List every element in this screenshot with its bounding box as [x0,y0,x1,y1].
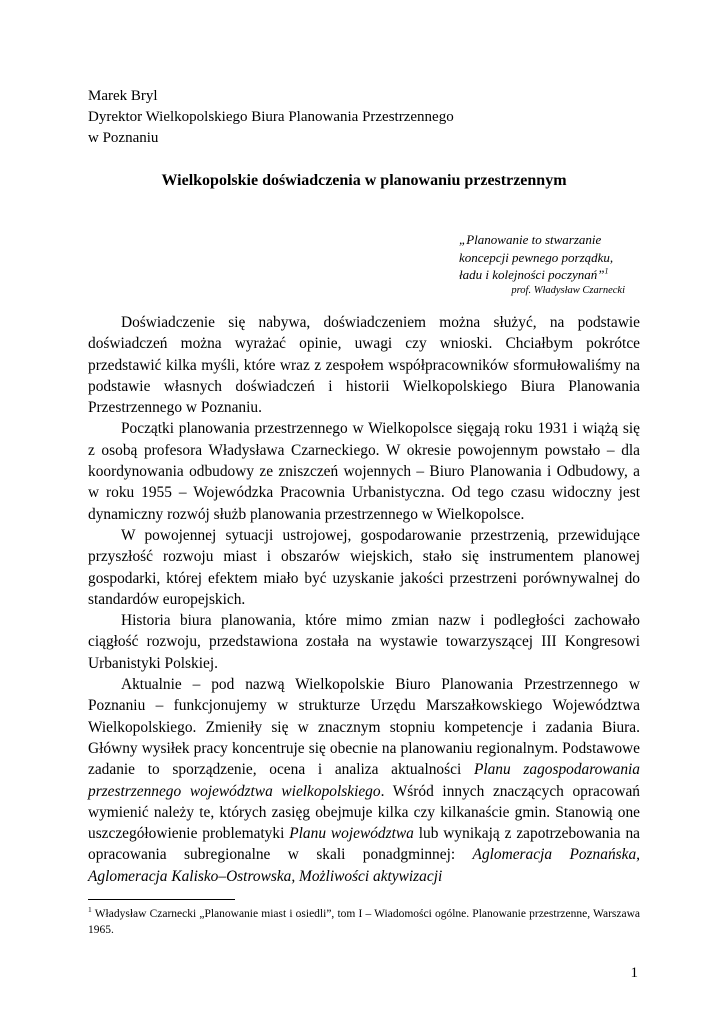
motto-line-2: koncepcji pewnego porządku, [459,249,614,265]
paragraph-1: Doświadczenie się nabywa, doświadczeniem można służyć, na podstawie doświadczeń można wyrażać opinie, uwagi czy wnioski. Chciałbym pokrótce przedstawić kilka myśli, które wraz z zespołem współpracowników sformułowaliśmy na podstawie własnych doświadczeń i historii Wielkopolskiego Biura Planowania Przestrzennego w Poznaniu. [88,314,640,417]
page-number: 1 [630,965,638,981]
document-title: Wielkopolskie doświadczenia w planowaniu przestrzennym [161,172,567,189]
motto-footnote-mark: 1 [604,266,609,276]
paragraph-5 [88,674,640,887]
footnote-separator [88,899,235,900]
motto-attribution: prof. Władysław Czarnecki [511,284,625,296]
author-name: Marek Bryl [88,88,158,104]
footnote-text: Władysław Czarnecki „Planowanie miast i osiedli”, tom I – Wiadomości ogólne. Planowanie przestrzenne, Warszawa 1965. [88,908,640,936]
author-city: w Poznaniu [88,130,159,146]
footnote [88,906,640,938]
author-block [88,86,454,149]
motto-line-3-text: ładu i kolejności poczynań” [459,267,605,282]
paragraph-5-part-1: Aktualnie – pod nazwą Wielkopolskie Biuro Planowania Przestrzennego w Poznaniu – funkcjonujemy w strukturze Urzędu Marszałkowskiego Województwa Wielkopolskiego. Zmieniły się w znacznym stopniu kompetencje i zadania Biura. Główny wysiłek pracy koncentruje się obecnie na planowaniu regionalnym. Podstawowe zadanie to sporządzenie, ocena i analiza aktualności [88,676,640,779]
paragraph-5-part-2: . Wśród innych znaczących opracowań wymienić należy te, których zasięg obejmuje kilka czy kilkanaście gmin. Stanowią one uszczegółowienie problematyki [88,782,640,843]
plan-wojewodztwa-italic: Planu województwa [289,825,414,843]
footnote-mark: 1 [88,905,92,915]
motto-line-3 [459,266,639,284]
motto-quote [459,231,639,297]
author-position: Dyrektor Wielkopolskiego Biura Planowania Przestrzennego [88,109,454,125]
paragraph-4: Historia biura planowania, które mimo zmian nazw i podległości zachowało ciągłość rozwoju, przedstawiona została na wystawie towarzyszącej III Kongresowi Urbanistyki Polskiej. [88,612,640,672]
paragraph-5-part-3: lub wynikają z zapotrzebowania na opracowania subregionalne w skali ponadgminnej: [88,825,641,864]
subregional-studies-italic: Aglomeracja Poznańska, Aglomeracja Kalisko–Ostrowska, Możliwości aktywizacji [88,846,640,885]
paragraph-2: Początki planowania przestrzennego w Wielkopolsce sięgają roku 1931 i wiążą się z osobą profesora Władysława Czarneckiego. W okresie powojennym powstało – dla koordynowania odbudowy ze zniszczeń wojennych – Biuro Planowania i Odbudowy, a w roku 1955 – Wojewódzka Pracownia Urbanistyczna. Od tego czasu widoczny jest dynamiczny rozwój służb planowania przestrzennego w Wielkopolsce. [88,420,640,523]
plan-title-italic: Planu zagospodarowania przestrzennego województwa wielkopolskiego [88,761,640,800]
motto-line-1: „Planowanie to stwarzanie [459,232,602,247]
body-text [88,312,640,887]
paragraph-3: W powojennej sytuacji ustrojowej, gospodarowanie przestrzenią, przewidujące przyszłość rozwoju miast i obszarów wiejskich, stało się instrumentem planowej gospodarki, której efektem miało być uzyskanie jakości przestrzeni porównywalnej do standardów europejskich. [88,526,640,608]
